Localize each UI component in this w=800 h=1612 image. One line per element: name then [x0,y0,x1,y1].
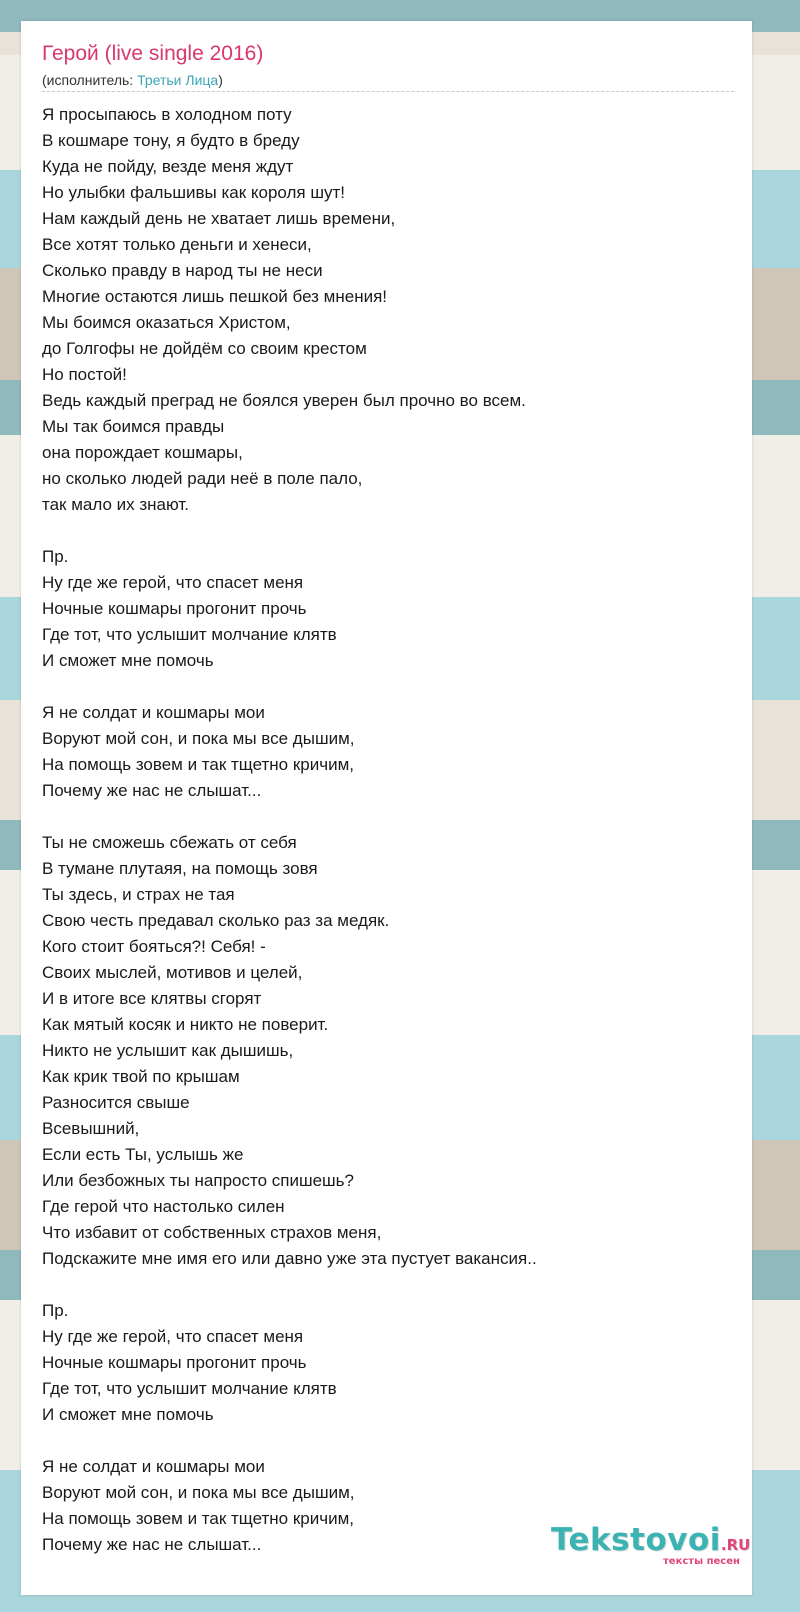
lyric-line: Ну где же герой, что спасет меня [42,1327,304,1346]
lyric-line: Ночные кошмары прогонит прочь [42,599,307,618]
lyric-line: В кошмаре тону, я будто в бреду [42,131,300,150]
lyric-line: Воруют мой сон, и пока мы все дышим, [42,729,355,748]
lyric-line: Всевышний, [42,1119,140,1138]
lyric-line: Как мятый косяк и никто не поверит. [42,1015,329,1034]
lyric-line: так мало их знают. [42,495,189,514]
lyric-line: Все хотят только деньги и хенеси, [42,235,312,254]
lyric-line: Ну где же герой, что спасет меня [42,573,304,592]
lyric-line: Пр. [42,547,69,566]
song-title: Герой (live single 2016) [42,42,264,65]
lyric-line: Сколько правду в народ ты не неси [42,261,323,280]
lyric-line: Пр. [42,1301,69,1320]
lyric-line: Где тот, что услышит молчание клятв [42,625,337,644]
title-divider [42,91,734,92]
lyric-line: Многие остаются лишь пешкой без мнения! [42,287,388,306]
stanza-break [42,804,732,830]
performer-prefix: (исполнитель: [42,72,138,88]
lyric-line: Но улыбки фальшивы как короля шут! [42,183,345,202]
lyric-line: Нам каждый день не хватает лишь времени, [42,209,396,228]
lyric-line: Что избавит от собственных страхов меня, [42,1223,382,1242]
lyric-line: На помощь зовем и так тщетно кричим, [42,755,354,774]
lyric-line: Мы боимся оказаться Христом, [42,313,291,332]
lyric-line: Кого стоит бояться?! Себя! - [42,937,266,956]
lyric-line: Ведь каждый преград не боялся уверен был прочно во всем. [42,391,526,410]
lyrics-text [42,102,732,1558]
logo-name: Tekstovoi [551,1522,721,1558]
lyric-line: В тумане плутаяя, на помощь зовя [42,859,318,878]
lyric-line: Разносится свыше [42,1093,190,1112]
lyric-line: Как крик твой по крышам [42,1067,240,1086]
lyric-line: Или безбожных ты напросто спишешь? [42,1171,354,1190]
lyric-line: Где герой что настолько силен [42,1197,285,1216]
stanza-break [42,1272,732,1298]
performer-link[interactable]: Третьи Лица [137,72,219,88]
lyric-line: но сколько людей ради неё в поле пало, [42,469,363,488]
lyric-line: Никто не услышит как дышишь, [42,1041,294,1060]
performer-suffix: ) [218,72,223,88]
lyric-line: На помощь зовем и так тщетно кричим, [42,1509,354,1528]
lyric-line: Ты здесь, и страх не тая [42,885,235,904]
lyric-line: Ночные кошмары прогонит прочь [42,1353,307,1372]
lyric-line: Ты не сможешь сбежать от себя [42,833,297,852]
site-logo[interactable] [551,1522,756,1578]
lyrics-card [21,21,752,1595]
lyric-line: Воруют мой сон, и пока мы все дышим, [42,1483,355,1502]
lyric-line: она порождает кошмары, [42,443,243,462]
stanza-break [42,518,732,544]
lyric-line: Мы так боимся правды [42,417,225,436]
lyric-line: И сможет мне помочь [42,651,214,670]
lyric-line: Я не солдат и кошмары мои [42,1457,265,1476]
stanza-break [42,1428,732,1454]
lyric-line: Где тот, что услышит молчание клятв [42,1379,337,1398]
lyric-line: Почему же нас не слышат... [42,1535,262,1554]
lyric-line: Если есть Ты, услышь же [42,1145,244,1164]
lyric-line: И в итоге все клятвы сгорят [42,989,262,1008]
lyric-line: Свою честь предавал сколько раз за медяк. [42,911,390,930]
lyric-line: Куда не пойду, везде меня ждут [42,157,294,176]
lyric-line: Я просыпаюсь в холодном поту [42,105,292,124]
stanza-break [42,674,732,700]
lyric-line: Подскажите мне имя его или давно уже эта пустует вакансия.. [42,1249,537,1268]
lyric-line: Почему же нас не слышат... [42,781,262,800]
lyric-line: И сможет мне помочь [42,1405,214,1424]
lyric-line: Но постой! [42,365,127,384]
performer-line [42,71,223,89]
lyric-line: Своих мыслей, мотивов и целей, [42,963,303,982]
lyric-line: до Голгофы не дойдём со своим крестом [42,339,367,358]
logo-tld: .RU [720,1536,751,1554]
logo-tagline: тексты песен [663,1556,740,1567]
lyric-line: Я не солдат и кошмары мои [42,703,265,722]
